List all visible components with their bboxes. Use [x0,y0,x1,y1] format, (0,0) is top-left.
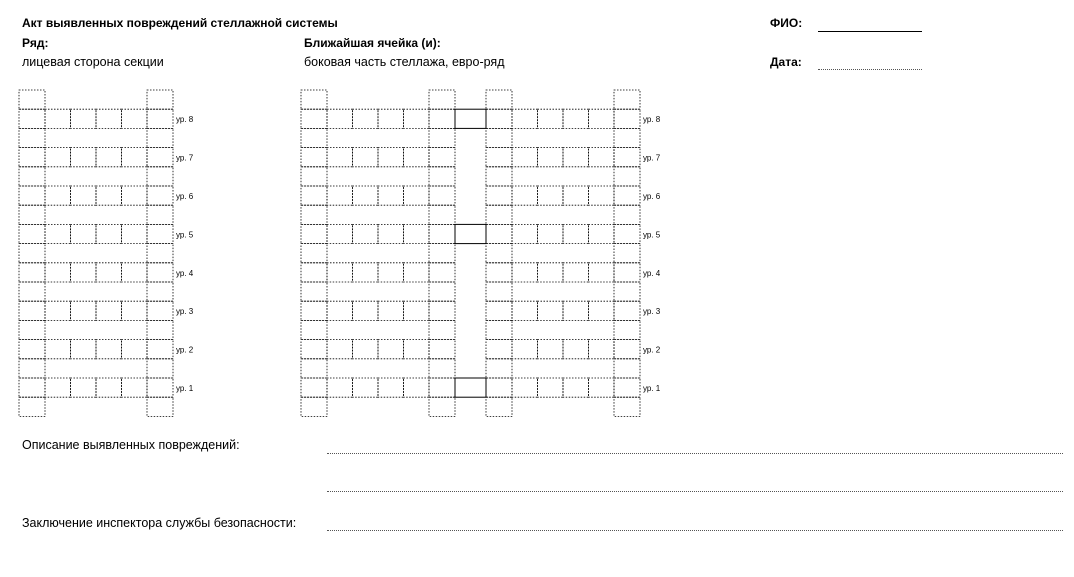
middle-rack-upright-right [429,186,455,205]
right-rack-beam-segment [589,186,615,205]
left-rack-beam-segment [122,224,148,243]
right-rack-upright-right [614,378,640,397]
middle-rack-upright-right [429,224,455,243]
right-rack-beam-segment [538,301,564,320]
right-rack-beam-segment [538,109,564,128]
right-rack-beam-segment [563,224,589,243]
right-rack-upright-left [486,90,512,109]
level-label: ур. 7 [643,153,661,163]
left-rack-beam-segment [45,148,71,167]
right-rack-upright-right [614,224,640,243]
left-rack-upright-right [147,186,173,205]
left-rack-upright-left [19,320,45,339]
middle-rack-upright-left [301,320,327,339]
left-rack-beam-segment [122,263,148,282]
left-rack-beam-segment [96,148,122,167]
date-label: Дата: [770,55,802,69]
left-rack-upright-right [147,320,173,339]
left-rack-upright-right [147,301,173,320]
right-rack-beam-segment [563,263,589,282]
middle-rack-beam-segment [353,186,379,205]
right-rack-upright-left [486,301,512,320]
left-rack-upright-left [19,148,45,167]
left-rack-beam-segment [122,378,148,397]
left-rack-beam-segment [45,263,71,282]
middle-rack-beam-segment [378,340,404,359]
middle-rack-beam-segment [378,224,404,243]
right-rack-beam-segment [538,224,564,243]
right-rack-beam-segment [589,109,615,128]
left-rack-beam-segment [96,224,122,243]
level-label: ур. 4 [176,268,194,278]
middle-rack-beam-segment [404,148,430,167]
middle-rack-beam-segment [353,109,379,128]
middle-rack-beam-segment [353,148,379,167]
middle-rack-upright-left [301,167,327,186]
left-rack-beam-segment [96,186,122,205]
level-label: ур. 1 [643,384,661,393]
left-rack-upright-right [147,109,173,128]
middle-rack-beam-segment [353,301,379,320]
right-rack-upright-right [614,90,640,109]
middle-rack-beam-segment [378,263,404,282]
middle-rack-upright-right [429,90,455,109]
left-rack-beam-segment [122,301,148,320]
right-rack-upright-right [614,263,640,282]
right-rack-upright-right [614,301,640,320]
level-label: ур. 7 [176,153,194,163]
middle-rack-upright-left [301,224,327,243]
right-rack-upright-left [486,340,512,359]
level-label: ур. 3 [176,307,194,317]
right-rack-beam-segment [589,224,615,243]
right-rack-beam-segment [563,109,589,128]
right-rack-beam-segment [538,186,564,205]
left-rack-upright-left [19,340,45,359]
left-rack-beam-segment [71,224,97,243]
left-rack-upright-left [19,90,45,109]
left-rack-beam-segment [71,301,97,320]
left-rack-upright-right [147,397,173,416]
left-rack-upright-right [147,90,173,109]
middle-rack-upright-right [429,205,455,224]
left-rack-upright-right [147,128,173,147]
level-label: ур. 3 [643,307,661,317]
right-rack-beam-segment [563,148,589,167]
right-rack-upright-left [486,397,512,416]
middle-rack-upright-right [429,128,455,147]
level-label: ур. 5 [643,230,661,240]
right-rack-upright-right [614,244,640,263]
middle-rack-upright-right [429,340,455,359]
left-rack-beam-segment [96,263,122,282]
middle-rack-beam-segment [327,224,353,243]
middle-rack-upright-right [429,301,455,320]
left-rack-beam-segment [96,340,122,359]
middle-rack-beam-segment [404,378,430,397]
middle-rack-beam-segment [378,148,404,167]
middle-rack-beam-segment [404,109,430,128]
middle-rack-upright-right [429,378,455,397]
left-rack-upright-right [147,205,173,224]
middle-rack-upright-right [429,167,455,186]
right-rack-beam-segment [589,378,615,397]
middle-rack-beam-segment [378,378,404,397]
middle-rack-beam-segment [404,224,430,243]
middle-rack-upright-left [301,148,327,167]
middle-rack-upright-left [301,301,327,320]
middle-rack-upright-left [301,109,327,128]
spacer-box [455,378,486,397]
right-rack-upright-right [614,148,640,167]
right-rack-upright-right [614,340,640,359]
left-rack-upright-right [147,282,173,301]
left-rack-upright-left [19,359,45,378]
left-rack-beam-segment [45,186,71,205]
left-rack-beam-segment [45,301,71,320]
inspector-conclusion-label: Заключение инспектора службы безопасности: [22,516,297,530]
level-label: ур. 1 [176,384,194,393]
left-rack-upright-left [19,282,45,301]
left-rack-beam-segment [96,109,122,128]
row-value: лицевая сторона секции [22,55,164,69]
right-rack-upright-left [486,128,512,147]
right-rack-beam-segment [589,301,615,320]
right-rack-beam-segment [563,301,589,320]
left-rack-upright-left [19,263,45,282]
right-rack-beam-segment [512,109,538,128]
middle-rack-upright-right [429,148,455,167]
left-rack-upright-right [147,224,173,243]
right-rack-beam-segment [538,263,564,282]
left-rack-upright-left [19,224,45,243]
middle-rack-upright-left [301,340,327,359]
level-label: ур. 5 [176,230,194,240]
middle-rack-beam-segment [353,224,379,243]
right-rack-beam-segment [512,340,538,359]
middle-rack-upright-right [429,244,455,263]
right-rack-beam-segment [538,148,564,167]
right-rack-upright-right [614,109,640,128]
middle-rack-upright-right [429,320,455,339]
left-rack-beam-segment [122,109,148,128]
left-rack-upright-right [147,167,173,186]
middle-rack-beam-segment [353,378,379,397]
left-rack-upright-left [19,186,45,205]
right-rack-upright-left [486,167,512,186]
middle-rack-beam-segment [327,109,353,128]
middle-rack-upright-left [301,90,327,109]
middle-rack-upright-right [429,263,455,282]
nearest-cell-label: Ближайшая ячейка (и): [304,36,441,50]
middle-rack-beam-segment [327,148,353,167]
right-rack-beam-segment [538,378,564,397]
right-rack-upright-right [614,205,640,224]
left-rack-beam-segment [71,263,97,282]
left-rack-beam-segment [71,109,97,128]
middle-rack-upright-left [301,397,327,416]
left-rack-upright-left [19,128,45,147]
right-rack-beam-segment [538,340,564,359]
right-rack-upright-right [614,167,640,186]
right-rack-beam-segment [589,340,615,359]
right-rack-beam-segment [589,148,615,167]
right-rack-beam-segment [512,263,538,282]
middle-rack-upright-right [429,397,455,416]
middle-rack-upright-left [301,205,327,224]
left-rack-upright-right [147,359,173,378]
right-rack-upright-left [486,378,512,397]
right-rack-beam-segment [512,148,538,167]
left-rack-beam-segment [71,340,97,359]
right-rack-beam-segment [512,301,538,320]
left-rack-beam-segment [45,378,71,397]
middle-rack-beam-segment [378,186,404,205]
right-rack-beam-segment [563,340,589,359]
nearest-cell-value: боковая часть стеллажа, евро-ряд [304,55,505,69]
level-label: ур. 2 [176,345,194,355]
right-rack-beam-segment [512,186,538,205]
left-rack-beam-segment [122,340,148,359]
right-rack-upright-left [486,263,512,282]
level-label: ур. 6 [176,192,194,201]
level-label: ур. 6 [643,192,661,201]
right-rack-upright-right [614,397,640,416]
left-rack-upright-right [147,244,173,263]
right-rack-upright-right [614,359,640,378]
middle-rack-upright-left [301,128,327,147]
left-rack-beam-segment [71,378,97,397]
level-label: ур. 8 [176,115,194,125]
left-rack-beam-segment [122,186,148,205]
right-rack-beam-segment [563,378,589,397]
middle-rack-beam-segment [404,186,430,205]
damage-description-line-2[interactable] [327,491,1063,492]
level-label: ур. 2 [643,345,661,355]
right-rack-upright-right [614,186,640,205]
middle-rack-beam-segment [353,263,379,282]
right-rack-upright-left [486,282,512,301]
middle-rack-beam-segment [378,109,404,128]
middle-rack-beam-segment [404,340,430,359]
right-rack-upright-left [486,244,512,263]
damage-description-line-1[interactable] [327,453,1063,454]
right-rack-upright-right [614,320,640,339]
left-rack-beam-segment [122,148,148,167]
right-rack-beam-segment [512,378,538,397]
left-rack-upright-left [19,244,45,263]
spacer-box [455,109,486,128]
left-rack-beam-segment [96,378,122,397]
middle-rack-upright-left [301,378,327,397]
right-rack-beam-segment [589,263,615,282]
right-rack-upright-right [614,128,640,147]
level-label: ур. 8 [643,115,661,125]
inspector-conclusion-line[interactable] [327,530,1063,531]
middle-rack-beam-segment [327,263,353,282]
left-rack-upright-left [19,397,45,416]
right-rack-upright-left [486,109,512,128]
fio-label: ФИО: [770,16,803,30]
middle-rack-beam-segment [327,301,353,320]
right-rack-upright-left [486,148,512,167]
left-rack-upright-right [147,263,173,282]
middle-rack-beam-segment [327,378,353,397]
middle-rack-upright-left [301,359,327,378]
right-rack-upright-right [614,282,640,301]
left-rack-upright-right [147,148,173,167]
right-rack-upright-left [486,359,512,378]
right-rack-beam-segment [563,186,589,205]
middle-rack-beam-segment [404,263,430,282]
left-rack-beam-segment [71,148,97,167]
left-rack-upright-left [19,167,45,186]
damage-description-label: Описание выявленных повреждений: [22,438,240,452]
left-rack-beam-segment [71,186,97,205]
middle-rack-beam-segment [327,186,353,205]
right-rack-upright-left [486,205,512,224]
middle-rack-upright-right [429,359,455,378]
left-rack-beam-segment [45,109,71,128]
left-rack-upright-left [19,378,45,397]
row-label: Ряд: [22,36,49,50]
middle-rack-upright-left [301,186,327,205]
right-rack-upright-left [486,186,512,205]
middle-rack-upright-right [429,109,455,128]
middle-rack-upright-left [301,282,327,301]
left-rack-beam-segment [96,301,122,320]
left-rack-upright-left [19,109,45,128]
left-rack-upright-right [147,340,173,359]
middle-rack-upright-right [429,282,455,301]
middle-rack-beam-segment [327,340,353,359]
middle-rack-upright-left [301,244,327,263]
left-rack-beam-segment [45,224,71,243]
left-rack-beam-segment [45,340,71,359]
spacer-box [455,224,486,243]
left-rack-upright-left [19,301,45,320]
left-rack-upright-right [147,378,173,397]
middle-rack-beam-segment [353,340,379,359]
right-rack-beam-segment [512,224,538,243]
middle-rack-beam-segment [404,301,430,320]
middle-rack-upright-left [301,263,327,282]
right-rack-upright-left [486,224,512,243]
level-label: ур. 4 [643,268,661,278]
left-rack-upright-left [19,205,45,224]
right-rack-upright-left [486,320,512,339]
document-title: Акт выявленных повреждений стеллажной системы [22,16,338,30]
middle-rack-beam-segment [378,301,404,320]
